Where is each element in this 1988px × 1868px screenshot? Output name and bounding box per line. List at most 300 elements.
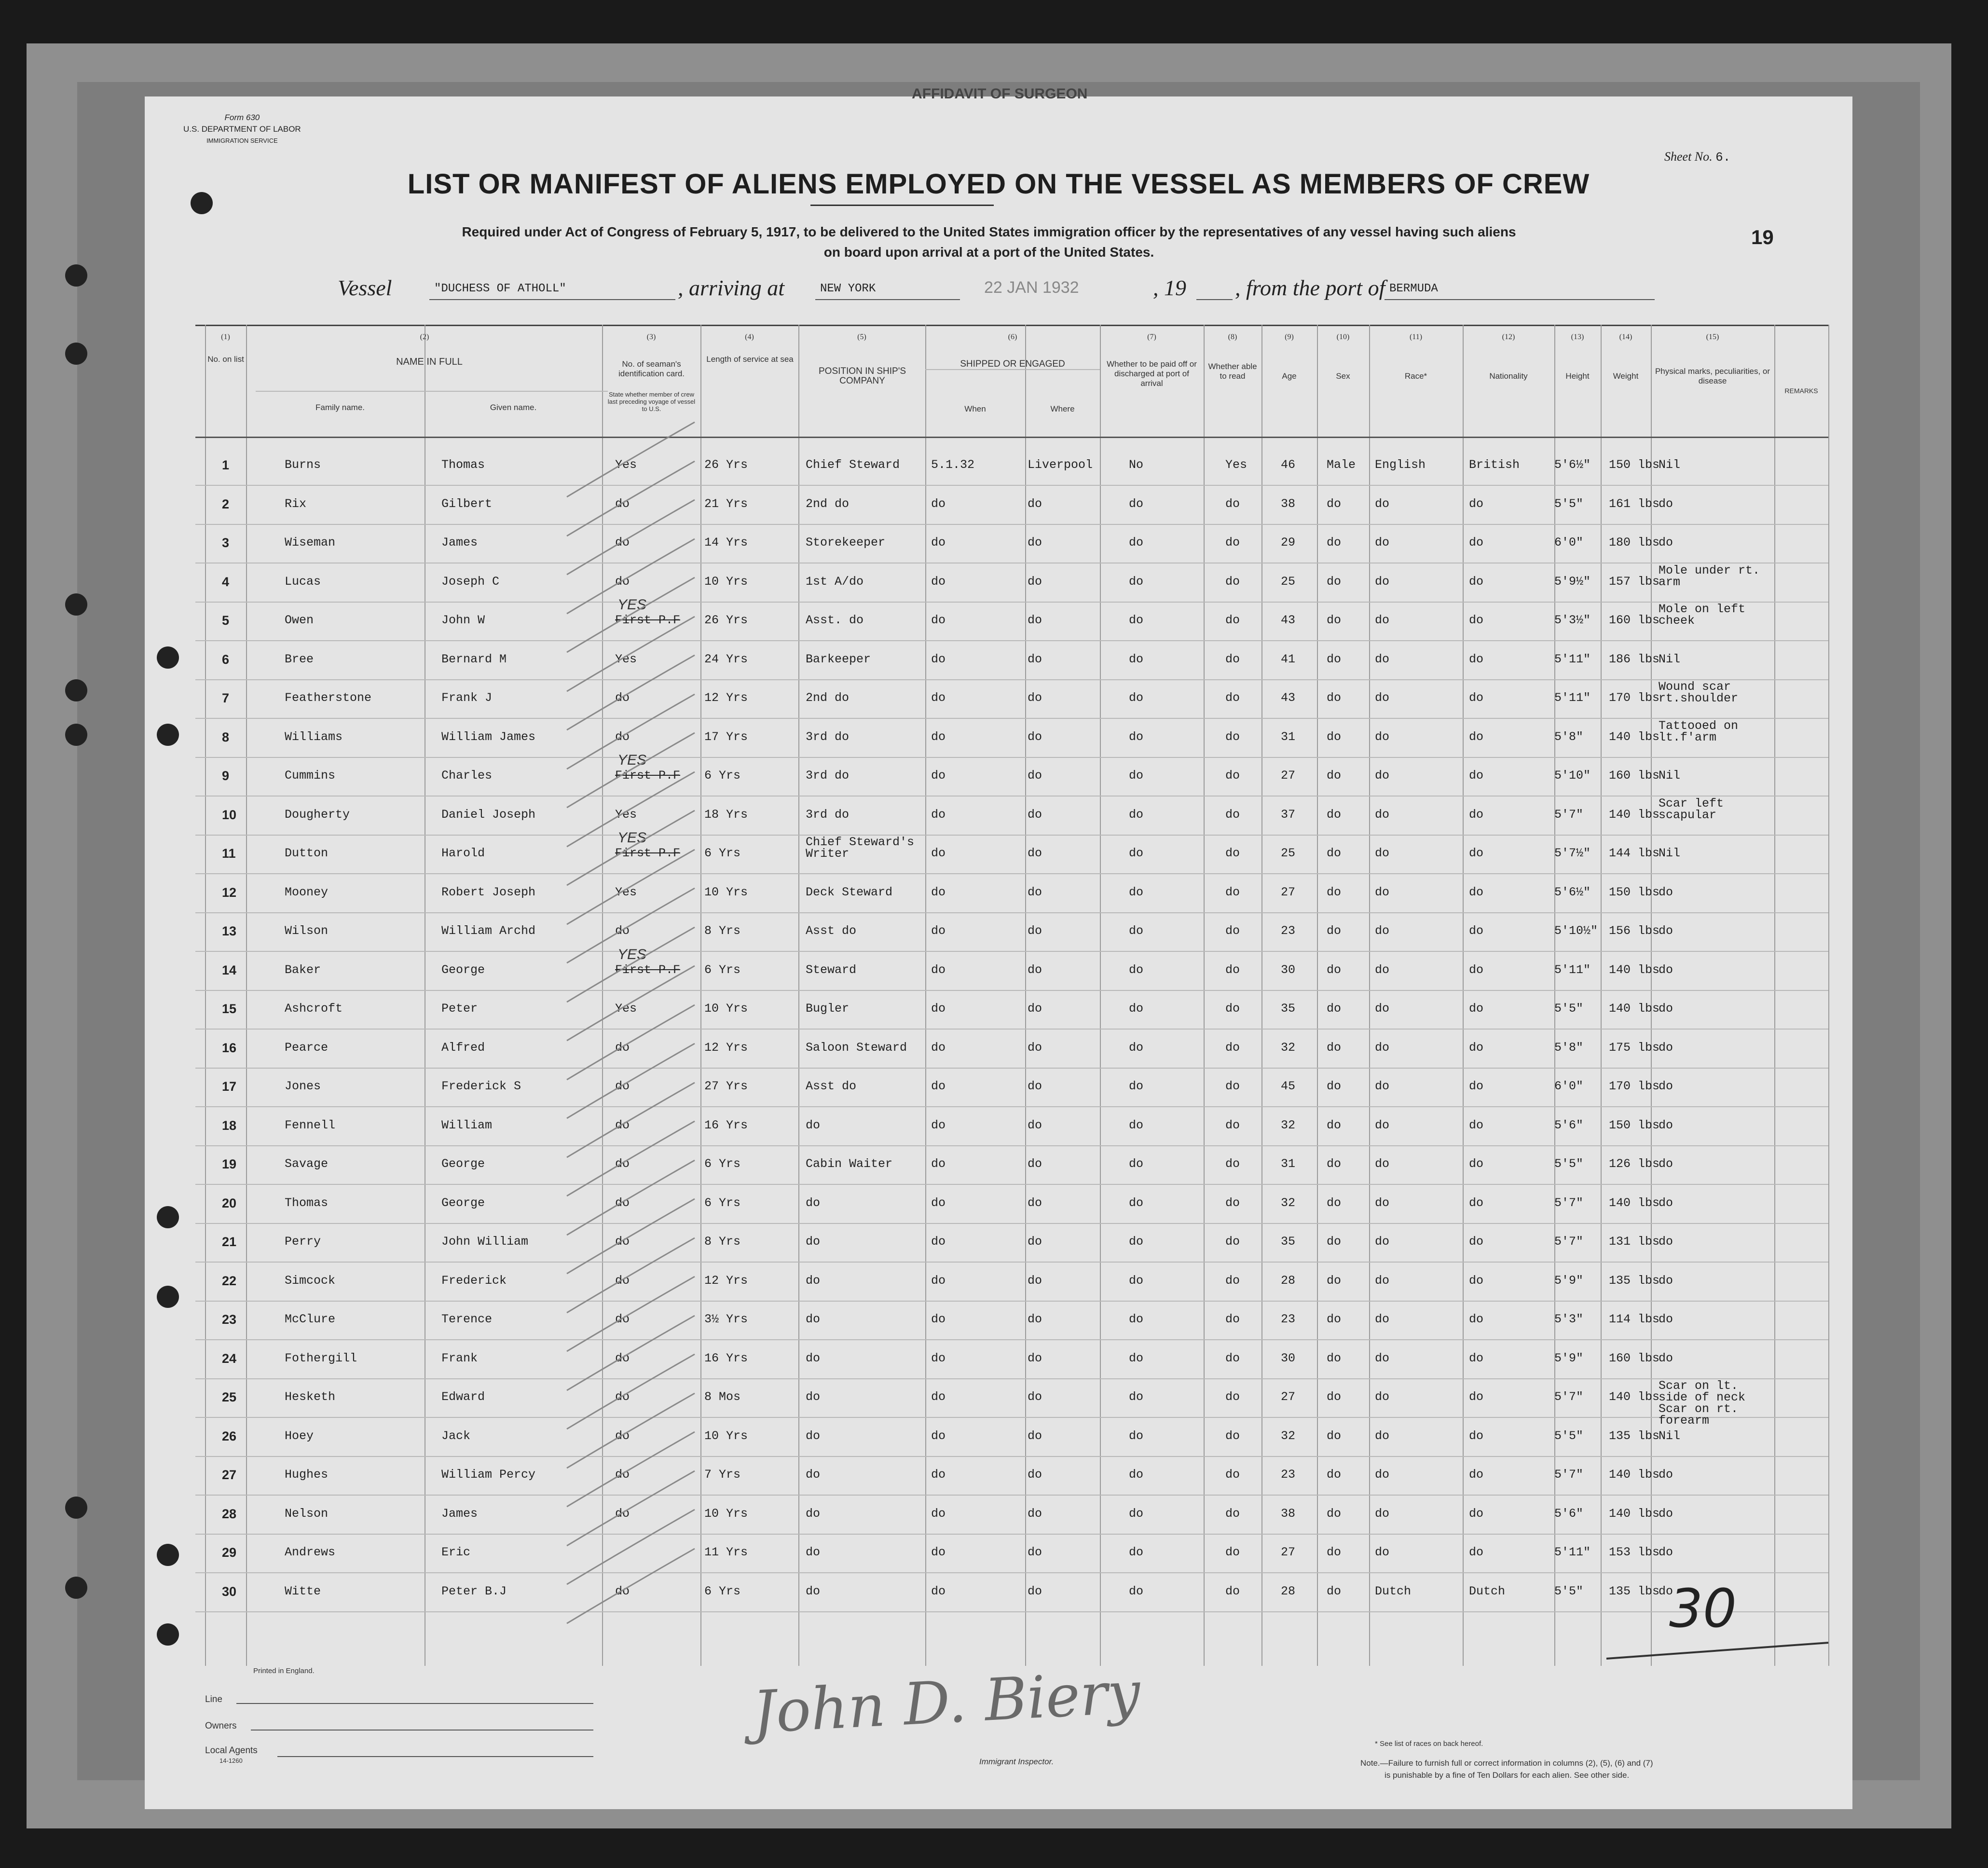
department-name: U.S. DEPARTMENT OF LABOR bbox=[183, 124, 301, 134]
cell-nat: do bbox=[1469, 924, 1484, 938]
cell-where: do bbox=[1028, 1196, 1042, 1210]
owners-label: Owners bbox=[205, 1721, 237, 1731]
cell-weight: 175 lbs bbox=[1609, 1041, 1660, 1055]
cell-family: Hoey bbox=[285, 1429, 314, 1443]
cell-no: 15 bbox=[222, 1002, 237, 1016]
cell-family: Bree bbox=[285, 652, 314, 666]
check-stroke bbox=[567, 1199, 695, 1274]
check-stroke bbox=[567, 1510, 695, 1584]
cell-when: do bbox=[931, 730, 946, 744]
cell-weight: 160 lbs bbox=[1609, 1351, 1660, 1365]
cell-position: do bbox=[806, 1274, 821, 1288]
inspector-signature: John D. Biery bbox=[751, 1659, 1142, 1746]
cell-service: 27 Yrs bbox=[704, 1079, 748, 1093]
cell-read: do bbox=[1225, 1196, 1240, 1210]
cell-no: 29 bbox=[222, 1545, 237, 1560]
cell-paid: do bbox=[1129, 1041, 1144, 1055]
cell-weight: 140 lbs bbox=[1609, 963, 1660, 977]
cell-height: 5'7" bbox=[1554, 1235, 1584, 1249]
cell-nat: do bbox=[1469, 497, 1484, 511]
cell-height: 5'7½" bbox=[1554, 846, 1591, 860]
cell-height: 5'9" bbox=[1554, 1274, 1584, 1288]
cell-weight: 140 lbs bbox=[1609, 730, 1660, 744]
cell-age: 23 bbox=[1281, 924, 1296, 938]
cell-read: do bbox=[1225, 1429, 1240, 1443]
cell-marks: Mole under rt. arm bbox=[1659, 563, 1760, 589]
cell-given: James bbox=[441, 536, 478, 549]
cell-read: do bbox=[1225, 1002, 1240, 1016]
cell-weight: 135 lbs bbox=[1609, 1584, 1660, 1598]
cell-weight: 114 lbs bbox=[1609, 1312, 1660, 1326]
cell-given: Edward bbox=[441, 1390, 485, 1404]
line-label: Line bbox=[205, 1694, 222, 1704]
check-stroke bbox=[567, 539, 695, 614]
cell-paid: do bbox=[1129, 730, 1144, 744]
cell-race: do bbox=[1375, 1351, 1390, 1365]
cell-paid: do bbox=[1129, 885, 1144, 899]
cell-card: Yes bbox=[615, 885, 637, 899]
cell-when: do bbox=[931, 885, 946, 899]
cell-weight: 140 lbs bbox=[1609, 1002, 1660, 1016]
cell-weight: 186 lbs bbox=[1609, 652, 1660, 666]
cell-service: 26 Yrs bbox=[704, 613, 748, 627]
cell-sex: do bbox=[1327, 769, 1342, 783]
cell-marks: Tattooed on lt.f'arm bbox=[1659, 719, 1739, 744]
cell-height: 6'0" bbox=[1554, 1079, 1584, 1093]
cell-when: do bbox=[931, 1351, 946, 1365]
col-num: (15) bbox=[1706, 333, 1719, 341]
cell-where: do bbox=[1028, 1429, 1042, 1443]
year-label: , 19 bbox=[1153, 275, 1186, 300]
cell-weight: 140 lbs bbox=[1609, 1196, 1660, 1210]
cell-when: do bbox=[931, 497, 946, 511]
cell-when: do bbox=[931, 924, 946, 938]
cell-position: Saloon Steward bbox=[806, 1041, 907, 1055]
cell-card: do bbox=[615, 691, 630, 705]
cell-age: 28 bbox=[1281, 1274, 1296, 1288]
cell-where: do bbox=[1028, 1351, 1042, 1365]
cell-service: 6 Yrs bbox=[704, 769, 741, 783]
cell-paid: do bbox=[1129, 1274, 1144, 1288]
cell-position: do bbox=[806, 1235, 821, 1249]
cell-where: do bbox=[1028, 652, 1042, 666]
cell-service: 12 Yrs bbox=[704, 1274, 748, 1288]
cell-marks: do bbox=[1659, 1312, 1673, 1326]
cell-marks: do bbox=[1659, 1584, 1673, 1598]
cell-position: do bbox=[806, 1545, 821, 1559]
cell-nat: do bbox=[1469, 1157, 1484, 1171]
header-position: POSITION IN SHIP'S COMPANY bbox=[819, 366, 906, 386]
agents-label: Local Agents bbox=[205, 1745, 258, 1756]
cell-position: Asst do bbox=[806, 924, 857, 938]
check-stroke bbox=[567, 966, 695, 1041]
cell-read: do bbox=[1225, 1545, 1240, 1559]
cell-paid: do bbox=[1129, 1351, 1144, 1365]
cell-card: do bbox=[615, 1118, 630, 1132]
cell-family: Savage bbox=[285, 1157, 329, 1171]
arriving-label: , arriving at bbox=[678, 275, 785, 300]
cell-marks: do bbox=[1659, 885, 1673, 899]
col-num: (11) bbox=[1409, 333, 1423, 341]
cell-nat: do bbox=[1469, 1312, 1484, 1326]
cell-given: Gilbert bbox=[441, 497, 493, 511]
cell-family: Wilson bbox=[285, 924, 329, 938]
cell-nat: do bbox=[1469, 730, 1484, 744]
cell-family: Witte bbox=[285, 1584, 321, 1598]
cell-no: 28 bbox=[222, 1507, 237, 1521]
cell-given: Thomas bbox=[441, 458, 485, 472]
cell-nat: do bbox=[1469, 769, 1484, 783]
stamp-number: 19 bbox=[1751, 226, 1774, 248]
cell-marks: do bbox=[1659, 1002, 1673, 1016]
cell-when: do bbox=[931, 1584, 946, 1598]
cell-weight: 153 lbs bbox=[1609, 1545, 1660, 1559]
cell-card: do bbox=[615, 1468, 630, 1482]
cell-position: 3rd do bbox=[806, 808, 850, 822]
card-handwritten-note: YES bbox=[617, 947, 647, 962]
cell-when: do bbox=[931, 1274, 946, 1288]
header-id-card-note: State whether member of crew last preceding voyage of vessel to U.S. bbox=[607, 391, 696, 412]
cell-paid: do bbox=[1129, 846, 1144, 860]
cell-sex: do bbox=[1327, 613, 1342, 627]
cell-no: 16 bbox=[222, 1041, 237, 1055]
total-count: 30 bbox=[1669, 1578, 1737, 1639]
col-num: (7) bbox=[1147, 333, 1156, 341]
cell-read: do bbox=[1225, 1118, 1240, 1132]
cell-position: Chief Steward bbox=[806, 458, 900, 472]
cell-when: do bbox=[931, 691, 946, 705]
cell-race: do bbox=[1375, 613, 1390, 627]
cell-height: 5'11" bbox=[1554, 963, 1591, 977]
cell-age: 37 bbox=[1281, 808, 1296, 822]
cell-service: 10 Yrs bbox=[704, 1507, 748, 1521]
cell-age: 27 bbox=[1281, 885, 1296, 899]
cell-age: 30 bbox=[1281, 1351, 1296, 1365]
cell-marks: do bbox=[1659, 1118, 1673, 1132]
cell-where: do bbox=[1028, 613, 1042, 627]
cell-nat: do bbox=[1469, 1235, 1484, 1249]
cell-weight: 180 lbs bbox=[1609, 536, 1660, 549]
cell-no: 20 bbox=[222, 1196, 237, 1210]
cell-where: do bbox=[1028, 924, 1042, 938]
header-race: Race* bbox=[1404, 371, 1427, 381]
cell-position: Steward bbox=[806, 963, 857, 977]
cell-service: 8 Yrs bbox=[704, 1235, 741, 1249]
cell-service: 26 Yrs bbox=[704, 458, 748, 472]
cell-height: 5'5" bbox=[1554, 1157, 1584, 1171]
cell-when: do bbox=[931, 1312, 946, 1326]
cell-card: do bbox=[615, 575, 630, 589]
cell-service: 12 Yrs bbox=[704, 1041, 748, 1055]
cell-sex: do bbox=[1327, 1002, 1342, 1016]
cell-given: William Percy bbox=[441, 1468, 536, 1482]
cell-marks: do bbox=[1659, 497, 1673, 511]
cell-service: 8 Yrs bbox=[704, 924, 741, 938]
inspector-label: Immigrant Inspector. bbox=[979, 1757, 1054, 1766]
cell-marks: Nil bbox=[1659, 769, 1681, 783]
cell-given: Frank bbox=[441, 1351, 478, 1365]
cell-no: 3 bbox=[222, 536, 230, 550]
cell-no: 13 bbox=[222, 924, 237, 938]
cell-paid: do bbox=[1129, 497, 1144, 511]
cell-nat: do bbox=[1469, 846, 1484, 860]
cell-given: William bbox=[441, 1118, 493, 1132]
cell-height: 5'8" bbox=[1554, 730, 1584, 744]
cell-sex: do bbox=[1327, 1584, 1342, 1598]
subtitle-line-1: Required under Act of Congress of February 5, 1917, to be delivered to the United States immigration officer by the representatives of any vessel having such aliens bbox=[462, 224, 1516, 239]
cell-read: Yes bbox=[1225, 458, 1248, 472]
check-stroke bbox=[567, 1238, 695, 1313]
cell-service: 10 Yrs bbox=[704, 885, 748, 899]
cell-race: do bbox=[1375, 1545, 1390, 1559]
cell-read: do bbox=[1225, 885, 1240, 899]
cell-height: 5'11" bbox=[1554, 1545, 1591, 1559]
cell-sex: do bbox=[1327, 1351, 1342, 1365]
cell-given: George bbox=[441, 1196, 485, 1210]
cell-card: do bbox=[615, 1196, 630, 1210]
fine-note-2: is punishable by a fine of Ten Dollars for each alien. See other side. bbox=[1385, 1771, 1630, 1780]
cell-nat: do bbox=[1469, 1545, 1484, 1559]
cell-race: do bbox=[1375, 1079, 1390, 1093]
cell-read: do bbox=[1225, 769, 1240, 783]
cell-weight: 156 lbs bbox=[1609, 924, 1660, 938]
cell-card: do bbox=[615, 536, 630, 549]
cell-height: 5'7" bbox=[1554, 1468, 1584, 1482]
col-num: (8) bbox=[1228, 333, 1237, 341]
cell-card: do bbox=[615, 1235, 630, 1249]
cell-age: 25 bbox=[1281, 575, 1296, 589]
cell-no: 14 bbox=[222, 963, 237, 977]
cell-height: 5'6½" bbox=[1554, 885, 1591, 899]
cell-age: 27 bbox=[1281, 769, 1296, 783]
cell-race: do bbox=[1375, 497, 1390, 511]
cell-where: do bbox=[1028, 1079, 1042, 1093]
cell-given: William James bbox=[441, 730, 536, 744]
cell-weight: 150 lbs bbox=[1609, 885, 1660, 899]
cell-height: 5'6½" bbox=[1554, 458, 1591, 472]
cell-weight: 140 lbs bbox=[1609, 1507, 1660, 1521]
cell-height: 5'9" bbox=[1554, 1351, 1584, 1365]
cell-when: do bbox=[931, 575, 946, 589]
cell-position: Asst do bbox=[806, 1079, 857, 1093]
cell-marks: do bbox=[1659, 1274, 1673, 1288]
line-underline bbox=[236, 1703, 593, 1704]
cell-no: 21 bbox=[222, 1235, 237, 1249]
cell-weight: 150 lbs bbox=[1609, 1118, 1660, 1132]
cell-family: Andrews bbox=[285, 1545, 336, 1559]
cell-read: do bbox=[1225, 691, 1240, 705]
col-num: (12) bbox=[1502, 333, 1515, 341]
cell-position: 2nd do bbox=[806, 497, 850, 511]
cell-nat: do bbox=[1469, 1196, 1484, 1210]
check-stroke bbox=[567, 617, 695, 691]
cell-marks: do bbox=[1659, 963, 1673, 977]
cell-given: Jack bbox=[441, 1429, 471, 1443]
cell-service: 24 Yrs bbox=[704, 652, 748, 666]
cell-given: Frederick S bbox=[441, 1079, 521, 1093]
cell-position: Barkeeper bbox=[806, 652, 871, 666]
cell-given: George bbox=[441, 1157, 485, 1171]
cell-race: do bbox=[1375, 1429, 1390, 1443]
cell-weight: 161 lbs bbox=[1609, 497, 1660, 511]
cell-family: Featherstone bbox=[285, 691, 372, 705]
cell-read: do bbox=[1225, 924, 1240, 938]
cell-age: 32 bbox=[1281, 1429, 1296, 1443]
cell-race: do bbox=[1375, 1002, 1390, 1016]
cell-sex: do bbox=[1327, 575, 1342, 589]
cell-when: do bbox=[931, 1429, 946, 1443]
cell-family: Fothergill bbox=[285, 1351, 357, 1365]
cell-read: do bbox=[1225, 1584, 1240, 1598]
cell-sex: do bbox=[1327, 1157, 1342, 1171]
check-stroke bbox=[567, 1354, 695, 1429]
cell-paid: do bbox=[1129, 652, 1144, 666]
cell-sex: do bbox=[1327, 730, 1342, 744]
cell-nat: do bbox=[1469, 652, 1484, 666]
cell-family: Ashcroft bbox=[285, 1002, 343, 1016]
cell-given: Frederick bbox=[441, 1274, 507, 1288]
cell-no: 1 bbox=[222, 458, 230, 472]
cell-where: do bbox=[1028, 808, 1042, 822]
cell-sex: do bbox=[1327, 1041, 1342, 1055]
cell-sex: Male bbox=[1327, 458, 1356, 472]
cell-height: 5'7" bbox=[1554, 808, 1584, 822]
cell-no: 5 bbox=[222, 613, 230, 628]
cell-age: 35 bbox=[1281, 1002, 1296, 1016]
cell-when: do bbox=[931, 1545, 946, 1559]
cell-given: Harold bbox=[441, 846, 485, 860]
cell-family: Baker bbox=[285, 963, 321, 977]
cell-nat: British bbox=[1469, 458, 1520, 472]
cell-where: do bbox=[1028, 691, 1042, 705]
col-num: (3) bbox=[646, 333, 656, 341]
cell-card: do bbox=[615, 1507, 630, 1521]
cell-when: do bbox=[931, 808, 946, 822]
cell-height: 5'6" bbox=[1554, 1118, 1584, 1132]
header-where: Where bbox=[1050, 404, 1075, 413]
cell-height: 5'3½" bbox=[1554, 613, 1591, 627]
cell-race: do bbox=[1375, 1274, 1390, 1288]
check-stroke bbox=[567, 422, 695, 497]
cell-family: Mooney bbox=[285, 885, 329, 899]
cell-position: Asst. do bbox=[806, 613, 864, 627]
cell-marks: Nil bbox=[1659, 652, 1681, 666]
cell-age: 45 bbox=[1281, 1079, 1296, 1093]
cell-service: 12 Yrs bbox=[704, 691, 748, 705]
cell-paid: do bbox=[1129, 1235, 1144, 1249]
cell-weight: 140 lbs bbox=[1609, 808, 1660, 822]
cell-card: do bbox=[615, 1041, 630, 1055]
header-id-card: No. of seaman's identification card. bbox=[618, 359, 685, 378]
cell-where: do bbox=[1028, 885, 1042, 899]
cell-position: Chief Steward's Writer bbox=[806, 835, 915, 861]
cell-marks: do bbox=[1659, 924, 1673, 938]
cell-service: 16 Yrs bbox=[704, 1118, 748, 1132]
cell-nat: do bbox=[1469, 536, 1484, 549]
cell-where: do bbox=[1028, 1390, 1042, 1404]
cell-card: First P.F bbox=[615, 963, 681, 977]
col-num: (9) bbox=[1285, 333, 1294, 341]
cell-given: James bbox=[441, 1507, 478, 1521]
cell-where: do bbox=[1028, 1274, 1042, 1288]
cell-service: 6 Yrs bbox=[704, 1157, 741, 1171]
header-weight: Weight bbox=[1613, 371, 1639, 381]
cell-age: 27 bbox=[1281, 1545, 1296, 1559]
check-stroke bbox=[567, 577, 695, 652]
cell-no: 7 bbox=[222, 691, 230, 705]
col-num: (1) bbox=[221, 333, 230, 341]
cell-when: do bbox=[931, 1079, 946, 1093]
cell-marks: do bbox=[1659, 1041, 1673, 1055]
cell-paid: do bbox=[1129, 575, 1144, 589]
cell-read: do bbox=[1225, 536, 1240, 549]
cell-given: Joseph C bbox=[441, 575, 500, 589]
cell-no: 9 bbox=[222, 769, 230, 783]
cell-nat: do bbox=[1469, 1079, 1484, 1093]
cell-nat: do bbox=[1469, 1429, 1484, 1443]
cell-no: 6 bbox=[222, 652, 230, 667]
cell-where: do bbox=[1028, 1157, 1042, 1171]
cell-nat: do bbox=[1469, 963, 1484, 977]
from-port: BERMUDA bbox=[1389, 282, 1438, 295]
cell-position: 2nd do bbox=[806, 691, 850, 705]
cell-position: Bugler bbox=[806, 1002, 850, 1016]
cell-when: do bbox=[931, 652, 946, 666]
cell-when: do bbox=[931, 1468, 946, 1482]
cell-weight: 131 lbs bbox=[1609, 1235, 1660, 1249]
cell-card: First P.F bbox=[615, 769, 681, 783]
cell-no: 2 bbox=[222, 497, 230, 511]
cell-card: do bbox=[615, 1079, 630, 1093]
cell-card: do bbox=[615, 924, 630, 938]
cell-paid: do bbox=[1129, 769, 1144, 783]
cell-card: do bbox=[615, 1429, 630, 1443]
check-stroke bbox=[567, 1121, 695, 1196]
col-num: (10) bbox=[1336, 333, 1350, 341]
cell-sex: do bbox=[1327, 1545, 1342, 1559]
cell-sex: do bbox=[1327, 497, 1342, 511]
cell-nat: do bbox=[1469, 575, 1484, 589]
cell-no: 19 bbox=[222, 1157, 237, 1171]
printed-note: Printed in England. bbox=[253, 1667, 315, 1675]
col-num: (13) bbox=[1571, 333, 1584, 341]
cell-read: do bbox=[1225, 1235, 1240, 1249]
cell-weight: 140 lbs bbox=[1609, 1468, 1660, 1482]
cell-sex: do bbox=[1327, 1079, 1342, 1093]
cell-position: 3rd do bbox=[806, 769, 850, 783]
cell-height: 5'5" bbox=[1554, 1584, 1584, 1598]
cell-position: Storekeeper bbox=[806, 536, 886, 549]
cell-read: do bbox=[1225, 963, 1240, 977]
form-code: 14-1260 bbox=[219, 1757, 243, 1764]
cell-when: do bbox=[931, 846, 946, 860]
cell-no: 22 bbox=[222, 1274, 237, 1288]
cell-nat: Dutch bbox=[1469, 1584, 1506, 1598]
from-label: , from the port of bbox=[1235, 275, 1385, 300]
cell-given: Alfred bbox=[441, 1041, 485, 1055]
arrival-port: NEW YORK bbox=[820, 282, 876, 295]
cell-age: 41 bbox=[1281, 652, 1296, 666]
check-stroke bbox=[567, 1549, 695, 1623]
cell-marks: do bbox=[1659, 1351, 1673, 1365]
cell-when: do bbox=[931, 536, 946, 549]
check-stroke bbox=[567, 655, 695, 730]
cell-race: do bbox=[1375, 536, 1390, 549]
subtitle-line-2: on board upon arrival at a port of the United States. bbox=[823, 245, 1154, 260]
cell-age: 28 bbox=[1281, 1584, 1296, 1598]
cell-age: 23 bbox=[1281, 1312, 1296, 1326]
header-shipped: SHIPPED OR ENGAGED bbox=[960, 359, 1065, 369]
